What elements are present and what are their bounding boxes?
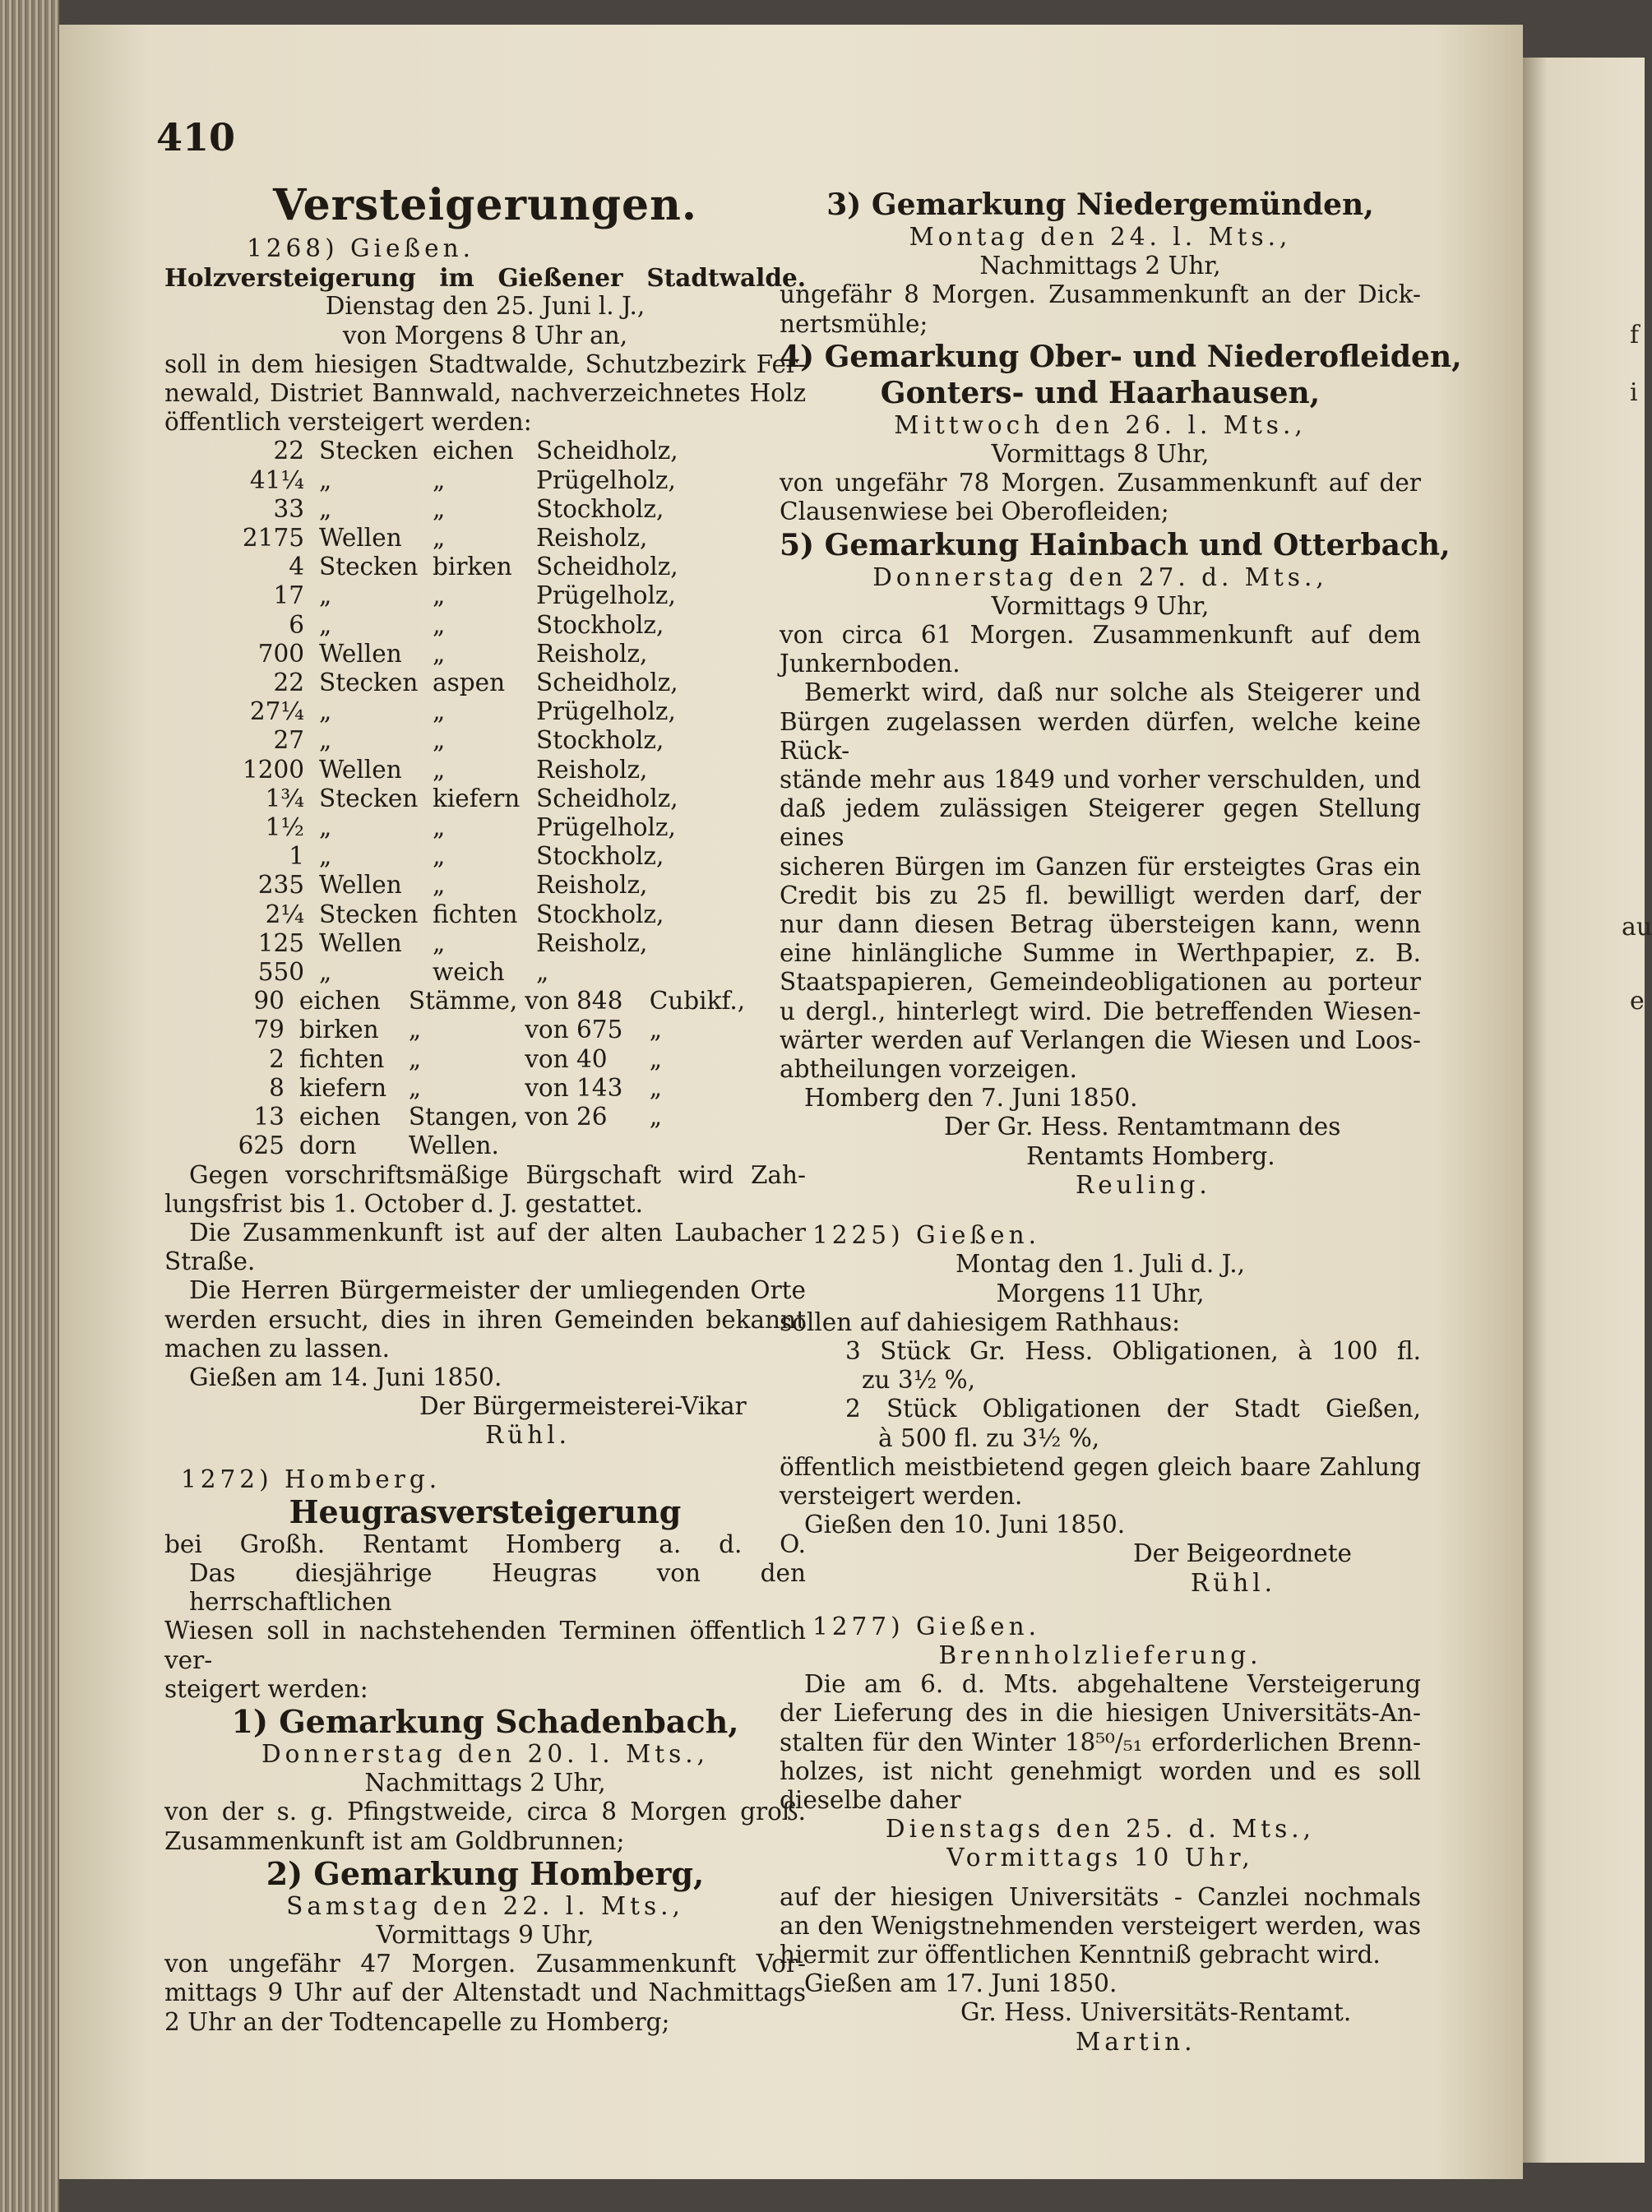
notice-1225-item: 3 Stück Gr. Hess. Obligationen, à 100 fl. [845, 1336, 1421, 1365]
gemarkung-4-date: Mittwoch den 26. l. Mts., [894, 410, 1307, 439]
notice-1277-body-line: holzes, ist nicht genehmigt worden und es soll [780, 1756, 1421, 1785]
wood-cell: Wellen [319, 639, 402, 668]
stem-cell: dorn [298, 1131, 357, 1160]
stem-cell: von 143 [525, 1073, 623, 1102]
wood-row [164, 813, 707, 842]
wood-cell: Stockholz, [536, 726, 664, 755]
homberg-signature: Der Gr. Hess. Rentamtmann des [944, 1113, 1341, 1141]
wood-cell: „ [319, 813, 332, 842]
gemarkung-2-date: Samstag den 22. l. Mts., [286, 1891, 684, 1920]
stem-cell: von 26 [525, 1103, 608, 1131]
stem-row [164, 1074, 806, 1103]
notice-1268-body-line: soll in dem hiesigen Stadtwalde, Schutzbezirk Fer- [164, 349, 806, 378]
wood-cell: Wellen [319, 871, 402, 900]
gemarkung-2-body-line: mittags 9 Uhr auf der Altenstadt und Nachmittags [164, 1978, 806, 2007]
gemarkung-3-time: Nachmittags 2 Uhr, [979, 252, 1221, 280]
stem-cell: „ [408, 1073, 422, 1102]
wood-cell: Stecken [319, 900, 419, 928]
wood-row [164, 871, 707, 900]
wood-cell: Stockholz, [536, 610, 664, 639]
wood-cell: 4 [289, 553, 304, 581]
stem-cell: birken [298, 1016, 379, 1044]
notice-1277-time: Vormittags 10 Uhr, [946, 1844, 1254, 1872]
notice-1268-time: von Morgens 8 Uhr an, [342, 321, 628, 349]
note-line: wärter werden auf Verlangen die Wiesen und Loos- [780, 1025, 1421, 1054]
wood-row [164, 958, 707, 987]
wood-cell: Reisholz, [536, 639, 648, 668]
wood-cell: 1 [289, 842, 304, 871]
wood-cell: „ [319, 697, 332, 726]
notice-1272-subtitle: Heugrasversteigerung [289, 1492, 682, 1530]
homberg-signature-name: Reuling. [1076, 1170, 1211, 1199]
stem-cell: 625 [238, 1131, 285, 1160]
gemarkung-3-body-line: nertsmühle; [780, 309, 928, 338]
wood-cell: „ [433, 524, 446, 553]
wood-cell: Stecken [319, 669, 419, 697]
stem-cell: „ [408, 1016, 422, 1044]
stem-cell: Wellen. [408, 1131, 499, 1160]
gemarkung-4-heading: 4) Gemarkung Ober- und Niederofleiden, [780, 339, 1462, 374]
stem-row [164, 1045, 806, 1074]
gemarkung-1-heading: 1) Gemarkung Schadenbach, [231, 1702, 739, 1740]
notice-1277-body-line: hiermit zur öffentlichen Kenntniß gebracht wird. [780, 1940, 1381, 1969]
notice-1225-intro: sollen auf dahiesigem Rathhaus: [780, 1307, 1181, 1336]
notice-1225-head: 1225) Gießen. [812, 1221, 1040, 1250]
wood-cell: 1¾ [265, 784, 304, 812]
wood-cell: 22 [273, 669, 304, 697]
wood-cell: Prügelholz, [536, 813, 676, 842]
notice-1268-signature-name: Rühl. [485, 1421, 571, 1450]
note-line: Bemerkt wird, daß nur solche als Steigerer und [804, 678, 1421, 707]
wood-cell: 2175 [242, 524, 304, 553]
gemarkung-3-body-line: ungefähr 8 Morgen. Zusammenkunft an der Dick- [780, 280, 1421, 309]
stem-cell: fichten [298, 1044, 385, 1073]
note-line: nur dann diesen Betrag übersteigen kann, wenn [780, 910, 1421, 939]
right-column [780, 177, 1462, 2057]
wood-row [164, 842, 707, 871]
wood-cell: 41¼ [249, 465, 304, 494]
stem-cell: von 40 [525, 1044, 608, 1073]
notice-1272-body-line: Das diesjährige Heugras von den herrschaftlichen [189, 1558, 806, 1617]
wood-cell: 700 [257, 639, 304, 668]
notice-1268-date-line: Gießen am 14. Juni 1850. [189, 1363, 502, 1391]
stem-list [164, 987, 806, 1160]
wood-row [164, 756, 707, 784]
gemarkung-4-body-line: von ungefähr 78 Morgen. Zusammenkunft auf der [780, 469, 1421, 497]
gemarkung-2-heading: 2) Gemarkung Homberg, [266, 1854, 705, 1892]
wood-cell: Stecken [319, 784, 419, 812]
closing-line: machen zu lassen. [164, 1334, 390, 1363]
gemarkung-5-body-line: Junkernboden. [780, 650, 960, 678]
stem-cell: Stämme, [408, 987, 518, 1016]
wood-row [164, 524, 707, 553]
wood-cell: 1200 [242, 755, 304, 784]
wood-cell: 550 [257, 958, 304, 987]
note-line: stände mehr aus 1849 und vorher verschulden, und [780, 766, 1421, 794]
wood-cell: Scheidholz, [536, 669, 678, 697]
notice-1272-head: 1272) Homberg. [181, 1465, 442, 1493]
closing-line: lungsfrist bis 1. October d. J. gestattet. [164, 1189, 644, 1218]
wood-cell: Wellen [319, 755, 402, 784]
notice-1268-head: 1268) Gießen. [247, 234, 474, 262]
wood-cell: Scheidholz, [536, 553, 678, 581]
gemarkung-1-body-line: Zusammenkunft ist am Goldbrunnen; [164, 1826, 625, 1855]
wood-cell: 27 [273, 726, 304, 755]
wood-row [164, 437, 707, 465]
wood-cell: „ [433, 842, 446, 871]
notice-1225-item: à 500 fl. zu 3½ %, [878, 1423, 1100, 1452]
wood-cell: „ [433, 813, 446, 842]
next-page-fragment: au [1622, 913, 1652, 942]
wood-cell: „ [433, 639, 446, 668]
wood-cell: „ [319, 494, 332, 523]
notice-1272-line: bei Großh. Rentamt Homberg a. d. O. [164, 1529, 806, 1558]
stem-cell [525, 1131, 649, 1160]
notice-1277-body-line: Die am 6. d. Mts. abgehaltene Versteigerung [804, 1670, 1421, 1699]
notice-1268-subtitle: Holzversteigerung im Gießener Stadtwalde. [164, 263, 806, 293]
wood-cell: Stecken [319, 437, 419, 465]
gemarkung-5-time: Vormittags 9 Uhr, [991, 591, 1210, 620]
gemarkung-2-body-line: von ungefähr 47 Morgen. Zusammenkunft Vor- [164, 1950, 806, 1978]
gemarkung-2-body-line: 2 Uhr an der Todtencapelle zu Homberg; [164, 2007, 670, 2036]
wood-cell: 22 [273, 437, 304, 465]
note-line: eine hinlängliche Summe in Werthpapier, z. B. [780, 939, 1421, 968]
wood-cell: „ [433, 755, 446, 784]
gemarkung-2-time: Vormittags 9 Uhr, [376, 1920, 595, 1949]
wood-row [164, 553, 707, 581]
notice-1225-date: Montag den 1. Juli d. J., [956, 1250, 1245, 1279]
wood-row [164, 784, 707, 813]
notice-1225-time: Morgens 11 Uhr, [996, 1279, 1205, 1307]
notice-1272-body-line: Wiesen soll in nachstehenden Terminen öffentlich ver- [164, 1617, 806, 1674]
wood-row [164, 697, 707, 726]
wood-cell: Stockholz, [536, 494, 664, 523]
wood-cell: „ [319, 581, 332, 610]
notice-1277-signature-name: Martin. [1076, 2027, 1196, 2056]
wood-row [164, 581, 707, 610]
notice-1277-body-line: auf der hiesigen Universitäts - Canzlei nochmals [780, 1882, 1421, 1911]
notice-1225-signature-name: Rühl. [1191, 1568, 1277, 1597]
wood-cell: Reisholz, [536, 928, 648, 957]
notice-1225-item: zu 3½ %, [862, 1366, 976, 1395]
wood-cell: weich [433, 958, 505, 987]
notice-1277-signature: Gr. Hess. Universitäts-Rentamt. [960, 1998, 1352, 2027]
wood-cell: Reisholz, [536, 755, 648, 784]
wood-row [164, 900, 707, 929]
wood-cell: „ [319, 842, 332, 871]
wood-row [164, 726, 707, 755]
stem-cell: eichen [298, 1103, 381, 1131]
closing-line: Straße. [164, 1247, 256, 1276]
wood-cell: 33 [273, 494, 304, 523]
notice-1268-body-line: newald, Distriet Bannwald, nachverzeichnetes Holz [164, 379, 806, 408]
notice-1277-body-line: dieselbe daher [780, 1785, 961, 1814]
wood-cell: Stockholz, [536, 842, 664, 871]
wood-cell: „ [319, 465, 332, 494]
closing-line: werden ersucht, dies in ihren Gemeinden bekannt [164, 1305, 806, 1334]
wood-row [164, 495, 707, 524]
wood-cell: „ [536, 958, 549, 987]
wood-cell: Prügelholz, [536, 465, 676, 494]
wood-row [164, 929, 707, 958]
wood-cell: 2¼ [265, 900, 304, 928]
stem-cell: von 675 [525, 1016, 623, 1044]
wood-cell: eichen [433, 437, 514, 465]
wood-row [164, 640, 707, 669]
wood-cell: 1½ [265, 813, 304, 842]
notice-1277-body-line: an den Wenigstnehmenden versteigert werden, was [780, 1911, 1421, 1940]
wood-list [164, 437, 707, 987]
gemarkung-3-date: Montag den 24. l. Mts., [909, 223, 1292, 251]
wood-cell: Wellen [319, 928, 402, 957]
note-line: Credit bis zu 25 fl. bewilligt werden darf, der [780, 881, 1421, 909]
notice-1268-signature: Der Bürgermeisterei-Vikar [419, 1392, 747, 1421]
stem-row [164, 987, 806, 1016]
stem-row [164, 1131, 806, 1160]
note-line: Bürgen zugelassen werden dürfen, welche keine Rück- [780, 707, 1421, 765]
notice-1277-date: Dienstags den 25. d. Mts., [885, 1815, 1316, 1844]
wood-cell: 17 [273, 581, 304, 610]
stem-cell: Cubikf., [649, 987, 746, 1016]
wood-cell: „ [433, 465, 446, 494]
stem-row [164, 1103, 806, 1131]
wood-cell: kiefern [433, 784, 521, 812]
stem-cell: „ [649, 1103, 662, 1131]
note-line: Staatspapieren, Gemeindeobligationen au porteur [780, 968, 1421, 997]
wood-cell: Scheidholz, [536, 437, 678, 465]
wood-cell: „ [433, 726, 446, 755]
note-line: sicheren Bürgen im Ganzen für ersteigtes Gras ein [780, 852, 1421, 881]
gemarkung-5-body-line: von circa 61 Morgen. Zusammenkunft auf dem [780, 621, 1421, 650]
gemarkung-1-date: Donnerstag den 20. l. Mts., [261, 1739, 709, 1768]
gemarkung-5-date: Donnerstag den 27. d. Mts., [872, 562, 1328, 591]
closing-line: Die Zusammenkunft ist auf der alten Laubacher [189, 1218, 806, 1247]
gemarkung-5-heading: 5) Gemarkung Hainbach und Otterbach, [780, 527, 1451, 562]
notice-1272-body-line: steigert werden: [164, 1674, 368, 1703]
wood-cell: Reisholz, [536, 524, 648, 553]
stem-cell: 90 [253, 987, 285, 1016]
gemarkung-4-time: Vormittags 8 Uhr, [991, 440, 1210, 469]
wood-row [164, 611, 707, 640]
wood-cell: Scheidholz, [536, 784, 678, 812]
stem-cell: eichen [298, 987, 381, 1016]
notice-1225-body-line: öffentlich meistbietend gegen gleich baare Zahlung [780, 1452, 1421, 1481]
next-page-edge [1523, 58, 1652, 2163]
wood-cell: birken [433, 553, 512, 581]
wood-cell: Prügelholz, [536, 581, 676, 610]
stem-cell: 8 [269, 1073, 285, 1102]
stem-cell: 2 [269, 1044, 285, 1073]
notice-1277-subtitle: Brennholzlieferung. [938, 1640, 1262, 1669]
gemarkung-4-heading-2: Gonters- und Haarhausen, [880, 375, 1321, 410]
wood-cell: „ [433, 697, 446, 726]
notice-1225-date-line: Gießen den 10. Juni 1850. [804, 1511, 1126, 1539]
next-page-fragment: i [1630, 378, 1638, 407]
stem-cell: Stangen, [408, 1103, 519, 1131]
page-title: Versteigerungen. [273, 180, 697, 230]
notice-1277-body-line: stalten für den Winter 18⁵⁰/₅₁ erforderlichen Brenn- [780, 1728, 1421, 1756]
gemarkung-1-body-line: von der s. g. Pfingstweide, circa 8 Morgen groß. [164, 1798, 806, 1826]
wood-cell: „ [433, 610, 446, 639]
homberg-signature-2: Rentamts Homberg. [1026, 1141, 1275, 1170]
wood-cell: „ [319, 726, 332, 755]
stem-cell: von 848 [525, 987, 623, 1016]
wood-cell: 6 [289, 610, 304, 639]
notice-1277-body-line: der Lieferung des in die hiesigen Universitäts-An- [780, 1699, 1421, 1728]
closing-line: Gegen vorschriftsmäßige Bürgschaft wird Zah- [189, 1160, 806, 1189]
stem-cell: „ [649, 1044, 662, 1073]
closing-line: Die Herren Bürgermeister der umliegenden Orte [189, 1276, 806, 1305]
wood-cell: „ [433, 871, 446, 900]
note-line: daß jedem zulässigen Steigerer gegen Stellung eines [780, 794, 1421, 852]
wood-cell: fichten [433, 900, 518, 928]
notice-1277-date-line: Gießen am 17. Juni 1850. [804, 1969, 1118, 1998]
book-edge [0, 0, 59, 2212]
wood-cell: Wellen [319, 524, 402, 553]
stem-cell: „ [408, 1044, 422, 1073]
notice-1225-body-line: versteigert werden. [780, 1481, 1023, 1510]
notice-1277-head: 1277) Gießen. [812, 1612, 1040, 1640]
wood-cell: aspen [433, 669, 506, 697]
wood-cell: Prügelholz, [536, 697, 676, 726]
left-column [164, 177, 806, 2037]
gemarkung-4-body-line: Clausenwiese bei Oberofleiden; [780, 497, 1169, 526]
gemarkung-3-heading: 3) Gemarkung Niedergemünden, [826, 187, 1374, 222]
wood-cell: Reisholz, [536, 871, 648, 900]
next-page-fragment: f [1630, 321, 1640, 349]
wood-cell: „ [433, 581, 446, 610]
notice-1225-signature: Der Beigeordnete [1133, 1539, 1353, 1568]
note-line: u dergl., hinterlegt wird. Die betreffenden Wiesen- [780, 997, 1421, 1025]
notice-1268-body-line: öffentlich versteigert werden: [164, 408, 532, 437]
stem-cell: 13 [253, 1103, 285, 1131]
stem-cell: 79 [253, 1016, 285, 1044]
wood-cell: Stecken [319, 553, 419, 581]
wood-cell: Stockholz, [536, 900, 664, 928]
notice-1225-item: 2 Stück Obligationen der Stadt Gießen, [845, 1395, 1421, 1423]
wood-cell: 125 [257, 928, 304, 957]
page-number: 410 [156, 115, 236, 160]
notice-1268-date: Dienstag den 25. Juni l. J., [325, 292, 646, 321]
wood-row [164, 669, 707, 697]
wood-cell: „ [433, 928, 446, 957]
stem-row [164, 1016, 806, 1044]
wood-row [164, 466, 707, 495]
note-line: abtheilungen vorzeigen. [780, 1055, 1078, 1084]
wood-cell: 27¼ [249, 697, 304, 726]
gemarkung-1-time: Nachmittags 2 Uhr, [364, 1769, 606, 1798]
stem-cell: „ [649, 1073, 662, 1102]
wood-cell: „ [433, 494, 446, 523]
stem-cell: „ [649, 1016, 662, 1044]
next-page-fragment: e [1630, 987, 1645, 1016]
wood-cell: „ [319, 610, 332, 639]
homberg-date-line: Homberg den 7. Juni 1850. [804, 1084, 1138, 1113]
wood-cell: 235 [257, 871, 304, 900]
stem-cell: kiefern [298, 1073, 387, 1102]
wood-cell: „ [319, 958, 332, 987]
